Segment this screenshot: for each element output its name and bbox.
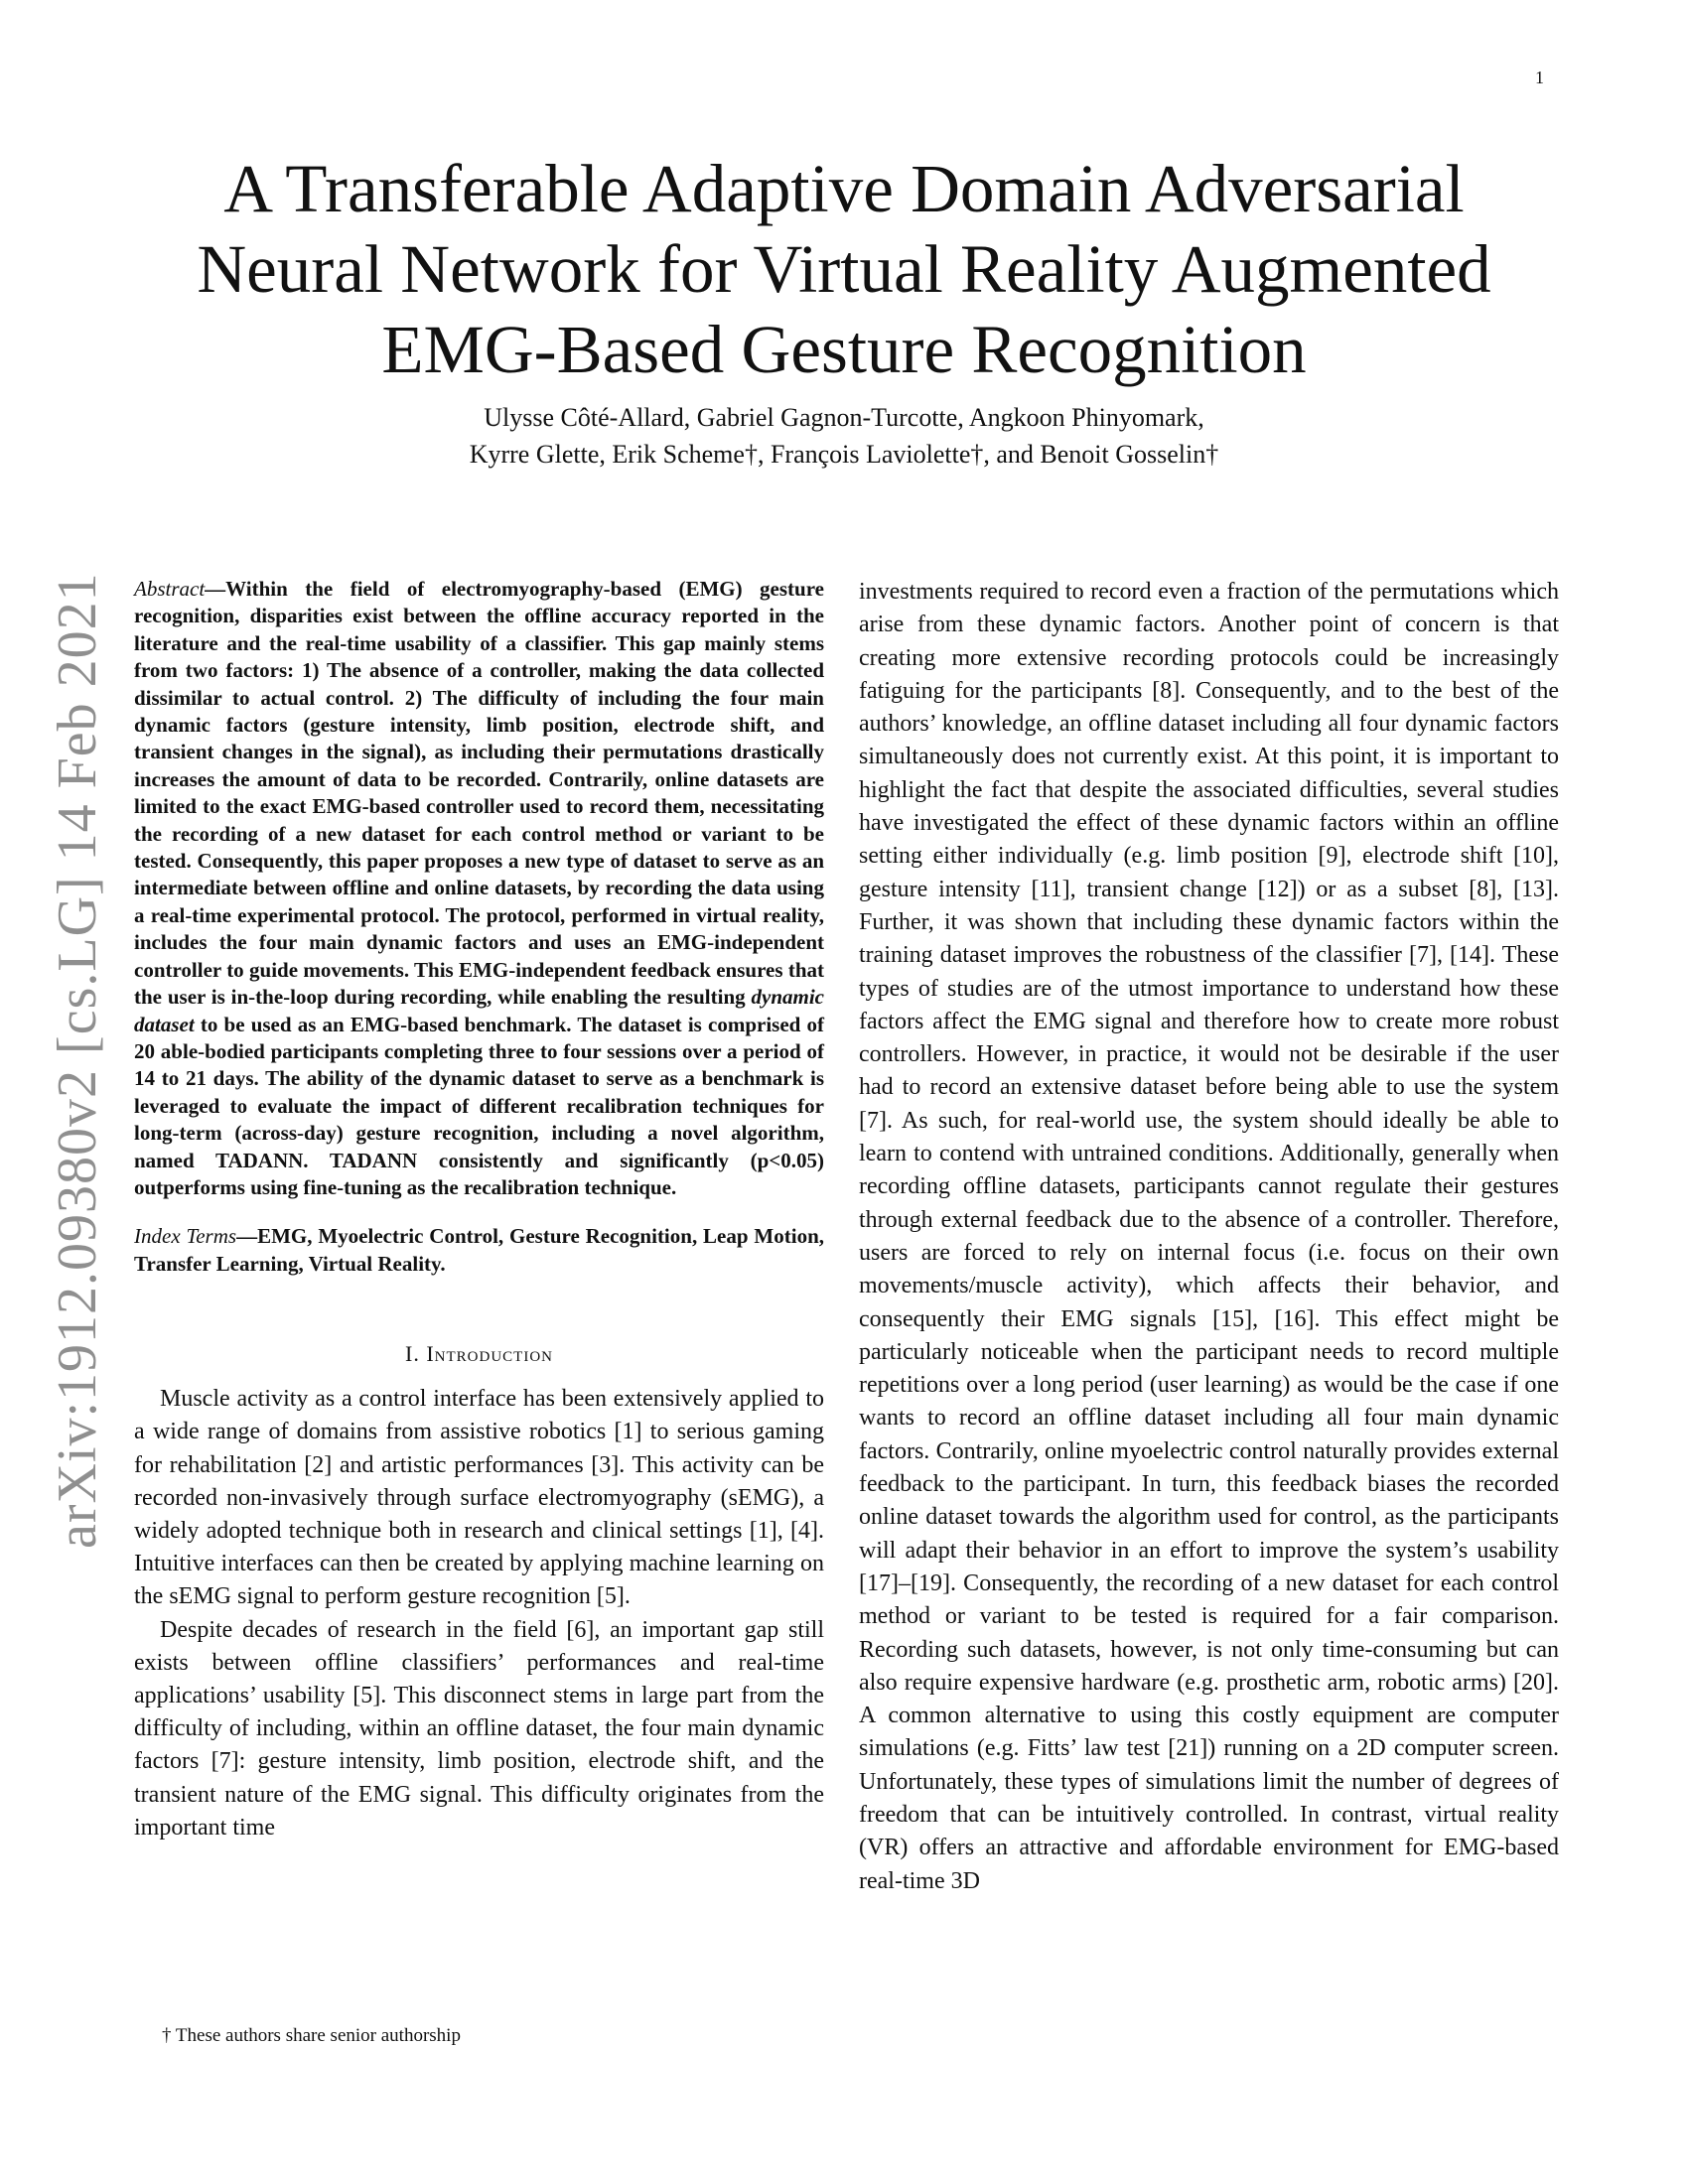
section-number: I. — [405, 1341, 427, 1367]
author-line: Ulysse Côté-Allard, Gabriel Gagnon-Turcotte, Angkoon Phinyomark, — [484, 403, 1204, 432]
abstract-italic-phrase: dynamic dataset — [134, 985, 824, 1036]
section-heading-introduction — [134, 1341, 824, 1367]
intro-paragraph: Muscle activity as a control interface has been extensively applied to a wide range of domains from assistive robotics [1] to serious gaming for rehabilitation [2] and artistic performances [3]. This activity can be recorded non-invasively through surface electromyography (sEMG), a widely adopted technique both in research and clinical settings [1], [4]. Intuitive interfaces can then be created by applying machine learning on the sEMG signal to perform gesture recognition [5]. — [134, 1386, 824, 1610]
index-terms-label: Index Terms — [134, 1224, 237, 1249]
title-line: A Transferable Adaptive Domain Adversarial — [223, 151, 1465, 226]
abstract-text-part-1: —Within the field of electromyography-based (EMG) gesture recognition, disparities exist between the offline accuracy reported in the literature and the real-time usability of a classifier. This gap mainly stems from two factors: 1) The absence of a controller, making the data collected dissimilar to actual control. 2) The difficulty of including the four main dynamic factors (gesture intensity, limb position, electrode shift, and transient changes in the signal), as including their permutations drastically increases the amount of data to be recorded. Contrarily, online datasets are limited to the exact EMG-based controller used to record them, necessitating the recording of a new dataset for each control method or variant to be tested. Consequently, this paper proposes a new type of dataset to serve as an intermediate between offline and online datasets, by recording the data using a real-time experimental protocol. The protocol, performed in virtual reality, includes the four main dynamic factors and uses an EMG-independent controller to guide movements. This EMG-independent feedback ensures that the user is in-the-loop during recording, while enabling the resulting — [134, 577, 824, 1010]
author-line: Kyrre Glette, Erik Scheme†, François Laviolette†, and Benoit Gosselin† — [469, 440, 1219, 469]
abstract-label: Abstract — [134, 577, 206, 601]
arxiv-identifier-stamp: arXiv:1912.09380v2 [cs.LG] 14 Feb 2021 — [47, 572, 108, 1549]
index-terms — [134, 1223, 824, 1278]
left-column — [134, 576, 824, 1844]
page-number: 1 — [1535, 68, 1544, 87]
footnote: † These authors share senior authorship — [162, 2025, 461, 2046]
index-terms-text: —EMG, Myoelectric Control, Gesture Recognition, Leap Motion, Transfer Learning, Virtual Reality. — [134, 1224, 824, 1276]
intro-paragraph: Despite decades of research in the field [6], an important gap still exists between offline classifiers’ performances and real-time applications’ usability [5]. This disconnect stems in large part from the difficulty of including, within an offline dataset, the four main dynamic factors [7]: gesture intensity, limb position, electrode shift, and the transient nature of the EMG signal. This difficulty originates from the important time — [134, 1616, 824, 1841]
title-line: EMG-Based Gesture Recognition — [381, 312, 1307, 387]
title-line: Neural Network for Virtual Reality Augmented — [197, 231, 1491, 307]
paper-title — [139, 149, 1549, 390]
right-column — [859, 576, 1559, 1898]
author-list — [139, 399, 1549, 473]
abstract-text-part-2: to be used as an EMG-based benchmark. The dataset is comprised of 20 able-bodied participants completing three to four sessions over a period of 14 to 21 days. The ability of the dynamic dataset to serve as a benchmark is leveraged to evaluate the impact of different recalibration techniques for long-term (across-day) gesture recognition, including a novel algorithm, named TADANN. TADANN consistently and significantly (p<0.05) outperforms using fine-tuning as the recalibration technique. — [134, 1012, 824, 1199]
abstract — [134, 576, 824, 1201]
intro-paragraph-continued: investments required to record even a fraction of the permutations which arise from these dynamic factors. Another point of concern is that creating more extensive recording protocols could be increasingly fatiguing for the participants [8]. Consequently, and to the best of the authors’ knowledge, an offline dataset including all four dynamic factors simultaneously does not currently exist. At this point, it is important to highlight the fact that despite the associated difficulties, several studies have investigated the effect of these dynamic factors within an offline setting either individually (e.g. limb position [9], electrode shift [10], gesture intensity [11], transient change [12]) or as a subset [8], [13]. Further, it was shown that including these dynamic factors within the training dataset improves the robustness of the classifier [7], [14]. These types of studies are of the utmost importance to understand how these factors affect the EMG signal and therefore how to create more robust controllers. However, in practice, it would not be desirable if the user had to record an extensive dataset before being able to use the system [7]. As such, for real-world use, the system should ideally be able to learn to contend with untrained conditions. Additionally, generally when recording offline datasets, participants cannot regulate their gestures through external feedback due to the absence of a controller. Therefore, users are forced to rely on internal focus (i.e. focus on their own movements/muscle activity), which affects their behavior, and consequently their EMG signals [15], [16]. This effect might be particularly noticeable when the participant needs to record multiple repetitions over a long period (user learning) as would be the case if one wants to record an offline dataset including all four main dynamic factors. Contrarily, online myoelectric control naturally provides external feedback to the participant. In turn, this feedback biases the recorded online dataset towards the algorithm used for control, as the participants will adapt their behavior in an effort to improve the system’s usability [17]–[19]. Consequently, the recording of a new dataset for each control method or variant to be tested is required for a fair comparison. Recording such datasets, however, is not only time-consuming but can also require expensive hardware (e.g. prosthetic arm, robotic arms) [20]. A common alternative to using this costly equipment are computer simulations (e.g. Fitts’ law test [21]) running on a 2D computer screen. Unfortunately, these types of simulations limit the number of degrees of freedom that can be intuitively controlled. In contrast, virtual reality (VR) offers an attractive and affordable environment for EMG-based real-time 3D — [859, 579, 1559, 1894]
section-title: Introduction — [426, 1341, 553, 1367]
